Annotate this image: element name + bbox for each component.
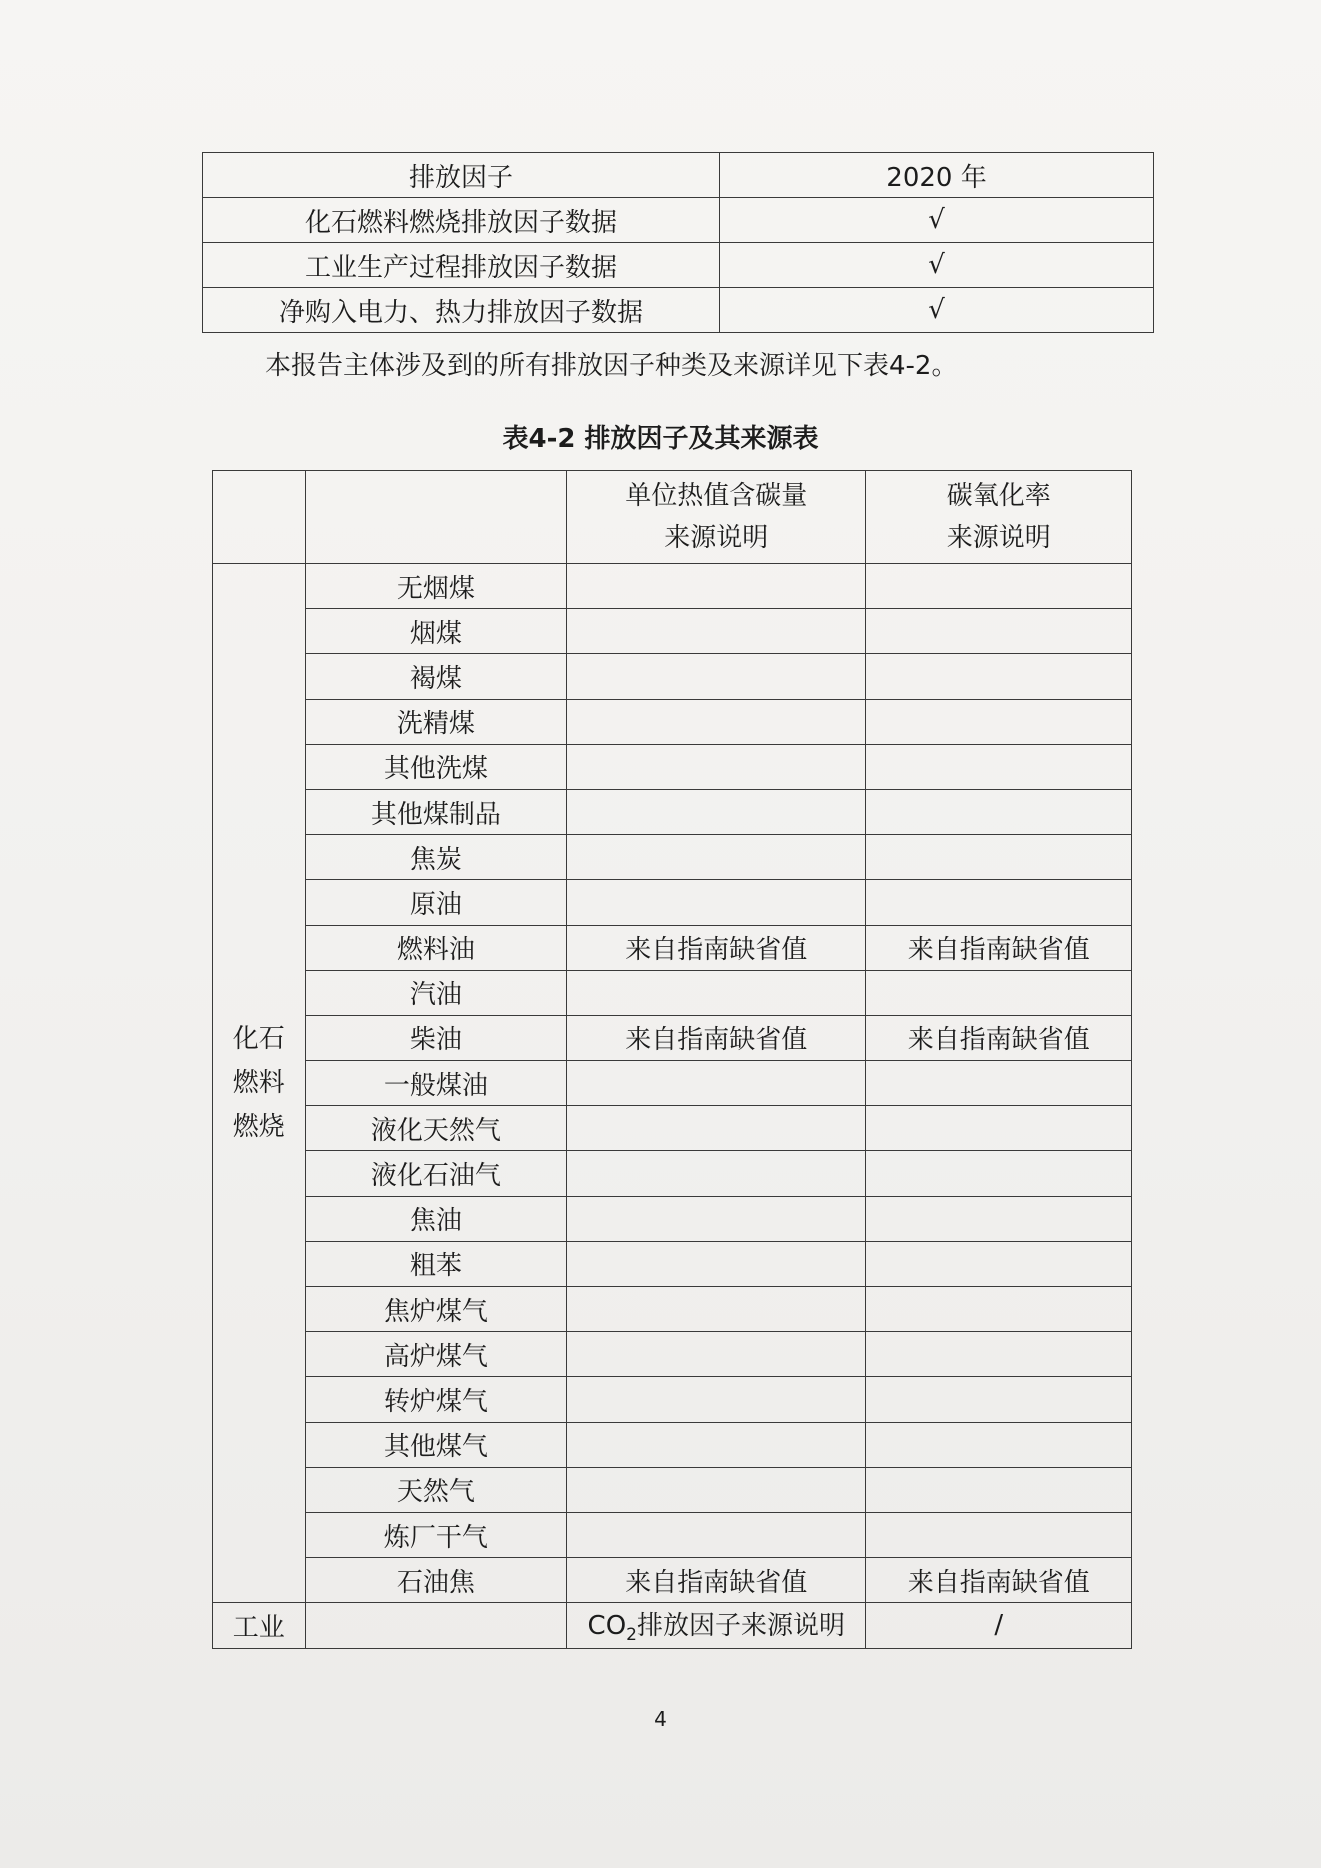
fuel-name: 转炉煤气 bbox=[305, 1377, 567, 1422]
emission-factor-source-table bbox=[212, 470, 1132, 1649]
oxidation-rate-source: 来自指南缺省值 bbox=[866, 925, 1132, 970]
table-row bbox=[213, 654, 1132, 699]
table-row bbox=[213, 1377, 1132, 1422]
fuel-name: 洗精煤 bbox=[305, 699, 567, 744]
table-row bbox=[213, 1015, 1132, 1060]
category-industry: 工业 bbox=[213, 1603, 306, 1648]
carbon-content-source bbox=[567, 609, 866, 654]
carbon-content-source: 来自指南缺省值 bbox=[567, 925, 866, 970]
carbon-content-source bbox=[567, 1151, 866, 1196]
carbon-content-source bbox=[567, 880, 866, 925]
oxidation-rate-source bbox=[866, 1196, 1132, 1241]
table-row bbox=[203, 198, 1154, 243]
category-label bbox=[213, 1017, 305, 1149]
carbon-content-source bbox=[567, 1512, 866, 1557]
carbon-content-source bbox=[567, 1241, 866, 1286]
row-name: 净购入电力、热力排放因子数据 bbox=[203, 288, 720, 333]
fuel-name: 石油焦 bbox=[305, 1558, 567, 1603]
fuel-name: 粗苯 bbox=[305, 1241, 567, 1286]
table-row bbox=[213, 1512, 1132, 1557]
fuel-name: 其他洗煤 bbox=[305, 744, 567, 789]
oxidation-rate-source bbox=[866, 1151, 1132, 1196]
oxidation-rate-source bbox=[866, 1106, 1132, 1151]
table-row bbox=[213, 744, 1132, 789]
fuel-name: 褐煤 bbox=[305, 654, 567, 699]
category-line3: 燃烧 bbox=[232, 1112, 285, 1143]
table-row bbox=[213, 1467, 1132, 1512]
table-header-row bbox=[203, 153, 1154, 198]
oxidation-rate-source bbox=[866, 1467, 1132, 1512]
table-row bbox=[213, 1106, 1132, 1151]
oxidation-rate-source bbox=[866, 880, 1132, 925]
table-row bbox=[213, 925, 1132, 970]
header-empty-1 bbox=[213, 471, 306, 564]
table-row bbox=[213, 1151, 1132, 1196]
oxidation-rate-source: 来自指南缺省值 bbox=[866, 1558, 1132, 1603]
table-row bbox=[213, 880, 1132, 925]
check-mark: √ bbox=[720, 243, 1154, 288]
header-emission-factor: 排放因子 bbox=[203, 153, 720, 198]
carbon-content-source bbox=[567, 1422, 866, 1467]
carbon-content-source bbox=[567, 699, 866, 744]
row-name: 工业生产过程排放因子数据 bbox=[203, 243, 720, 288]
fuel-name: 汽油 bbox=[305, 970, 567, 1015]
oxidation-rate-source bbox=[866, 1422, 1132, 1467]
table-row bbox=[213, 835, 1132, 880]
fuel-name: 一般煤油 bbox=[305, 1061, 567, 1106]
category-line2: 燃料 bbox=[232, 1068, 285, 1099]
carbon-content-source bbox=[567, 1196, 866, 1241]
header-carbon-content-line2: 来源说明 bbox=[664, 523, 769, 553]
table-row bbox=[213, 1332, 1132, 1377]
fuel-name: 其他煤气 bbox=[305, 1422, 567, 1467]
fuel-name: 其他煤制品 bbox=[305, 789, 567, 834]
carbon-content-source bbox=[567, 1061, 866, 1106]
table-row bbox=[203, 243, 1154, 288]
oxidation-rate-source bbox=[866, 1241, 1132, 1286]
fuel-name: 高炉煤气 bbox=[305, 1332, 567, 1377]
table-row bbox=[213, 609, 1132, 654]
emission-factor-year-table bbox=[202, 152, 1154, 333]
row-name: 化石燃料燃烧排放因子数据 bbox=[203, 198, 720, 243]
carbon-content-source bbox=[567, 1377, 866, 1422]
fuel-name: 原油 bbox=[305, 880, 567, 925]
fuel-name: 无烟煤 bbox=[305, 564, 567, 609]
oxidation-rate-source bbox=[866, 1061, 1132, 1106]
oxidation-rate-source bbox=[866, 609, 1132, 654]
carbon-content-source: 来自指南缺省值 bbox=[567, 1558, 866, 1603]
table-row bbox=[213, 1422, 1132, 1467]
table-row bbox=[213, 699, 1132, 744]
industry-empty-cell bbox=[305, 1603, 567, 1648]
header-empty-2 bbox=[305, 471, 567, 564]
carbon-content-source bbox=[567, 1106, 866, 1151]
table-caption: 表4-2 排放因子及其来源表 bbox=[502, 424, 819, 454]
carbon-content-source: 来自指南缺省值 bbox=[567, 1015, 866, 1060]
oxidation-rate-source bbox=[866, 1377, 1132, 1422]
table-row bbox=[213, 1241, 1132, 1286]
industry-oxidation-value: / bbox=[866, 1603, 1132, 1648]
table-row bbox=[213, 1196, 1132, 1241]
carbon-content-source bbox=[567, 789, 866, 834]
fuel-name: 液化天然气 bbox=[305, 1106, 567, 1151]
table-row bbox=[213, 564, 1132, 609]
oxidation-rate-source bbox=[866, 789, 1132, 834]
carbon-content-source bbox=[567, 564, 866, 609]
table-row bbox=[213, 1558, 1132, 1603]
table-row bbox=[203, 288, 1154, 333]
fuel-name: 柴油 bbox=[305, 1015, 567, 1060]
table-row bbox=[213, 970, 1132, 1015]
co2-subscript: 2 bbox=[626, 1625, 637, 1646]
fuel-name: 焦炭 bbox=[305, 835, 567, 880]
carbon-content-source bbox=[567, 1287, 866, 1332]
oxidation-rate-source bbox=[866, 744, 1132, 789]
fuel-name: 焦油 bbox=[305, 1196, 567, 1241]
carbon-content-source bbox=[567, 835, 866, 880]
oxidation-rate-source bbox=[866, 1512, 1132, 1557]
header-oxidation-rate bbox=[866, 471, 1132, 564]
carbon-content-source bbox=[567, 744, 866, 789]
carbon-content-source bbox=[567, 1467, 866, 1512]
table-row bbox=[213, 1287, 1132, 1332]
fuel-name: 液化石油气 bbox=[305, 1151, 567, 1196]
check-mark: √ bbox=[720, 198, 1154, 243]
fuel-name: 燃料油 bbox=[305, 925, 567, 970]
oxidation-rate-source bbox=[866, 1287, 1132, 1332]
category-line1: 化石 bbox=[232, 1024, 285, 1055]
header-carbon-content-line1: 单位热值含碳量 bbox=[625, 481, 808, 511]
header-oxidation-rate-line1: 碳氧化率 bbox=[946, 481, 1051, 511]
header-year: 2020 年 bbox=[720, 153, 1154, 198]
fuel-name: 烟煤 bbox=[305, 609, 567, 654]
carbon-content-source bbox=[567, 970, 866, 1015]
header-oxidation-rate-line2: 来源说明 bbox=[946, 523, 1051, 553]
category-fossil-fuel bbox=[213, 564, 306, 1603]
fuel-name: 天然气 bbox=[305, 1467, 567, 1512]
oxidation-rate-source bbox=[866, 835, 1132, 880]
body-paragraph: 本报告主体涉及到的所有排放因子种类及来源详见下表4-2。 bbox=[265, 351, 958, 381]
fuel-name: 焦炉煤气 bbox=[305, 1287, 567, 1332]
carbon-content-source bbox=[567, 654, 866, 699]
oxidation-rate-source: 来自指南缺省值 bbox=[866, 1015, 1132, 1060]
header-carbon-content bbox=[567, 471, 866, 564]
oxidation-rate-source bbox=[866, 970, 1132, 1015]
table-row bbox=[213, 1061, 1132, 1106]
table-header-row bbox=[213, 471, 1132, 564]
check-mark: √ bbox=[720, 288, 1154, 333]
co2-prefix: CO bbox=[587, 1611, 627, 1642]
carbon-content-source bbox=[567, 1332, 866, 1377]
oxidation-rate-source bbox=[866, 1332, 1132, 1377]
table-row bbox=[213, 789, 1132, 834]
page-number: 4 bbox=[654, 1707, 667, 1731]
oxidation-rate-source bbox=[866, 564, 1132, 609]
co2-suffix: 排放因子来源说明 bbox=[637, 1611, 846, 1642]
fuel-name: 炼厂干气 bbox=[305, 1512, 567, 1557]
oxidation-rate-source bbox=[866, 699, 1132, 744]
oxidation-rate-source bbox=[866, 654, 1132, 699]
co2-factor-source-label bbox=[567, 1603, 866, 1648]
table-row-industry bbox=[213, 1603, 1132, 1648]
